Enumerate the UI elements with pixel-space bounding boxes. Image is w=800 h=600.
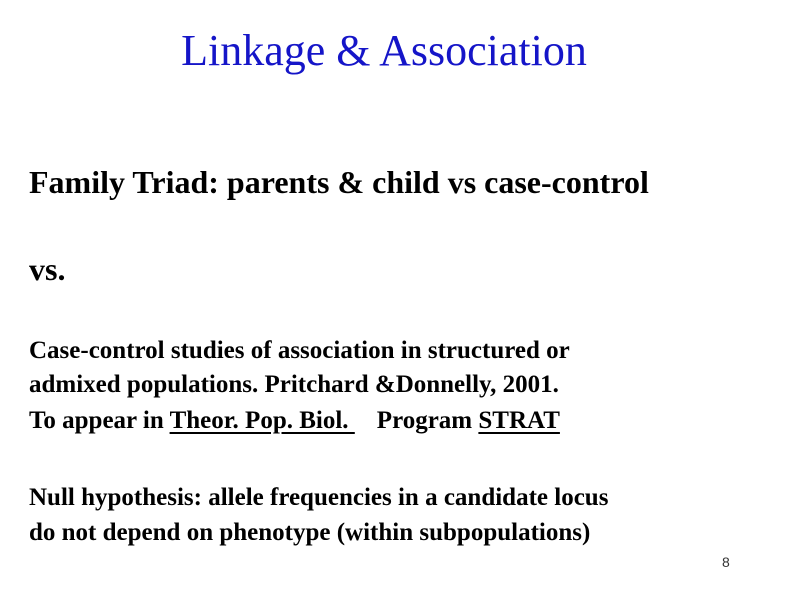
journal-name: Theor. Pop. Biol. [169, 407, 355, 434]
vs-line: vs. [29, 251, 66, 287]
null-hypothesis-line-2: do not depend on phenotype (within subpopulations) [29, 519, 591, 546]
slide-title: Linkage & Association [181, 26, 587, 75]
case-control-line-1: Case-control studies of association in structured or [29, 337, 570, 364]
case-control-line-3 [29, 406, 560, 436]
null-hypothesis-line-1: Null hypothesis: allele frequencies in a candidate locus [29, 484, 609, 511]
appear-prefix: To appear in [29, 407, 170, 434]
program-name: STRAT [478, 407, 560, 434]
case-control-line-2: admixed populations. Pritchard &Donnelly, 2001. [29, 371, 559, 398]
triad-line: Family Triad: parents & child vs case-control [29, 164, 649, 200]
program-label: Program [376, 407, 479, 434]
page-number: 8 [722, 554, 730, 570]
